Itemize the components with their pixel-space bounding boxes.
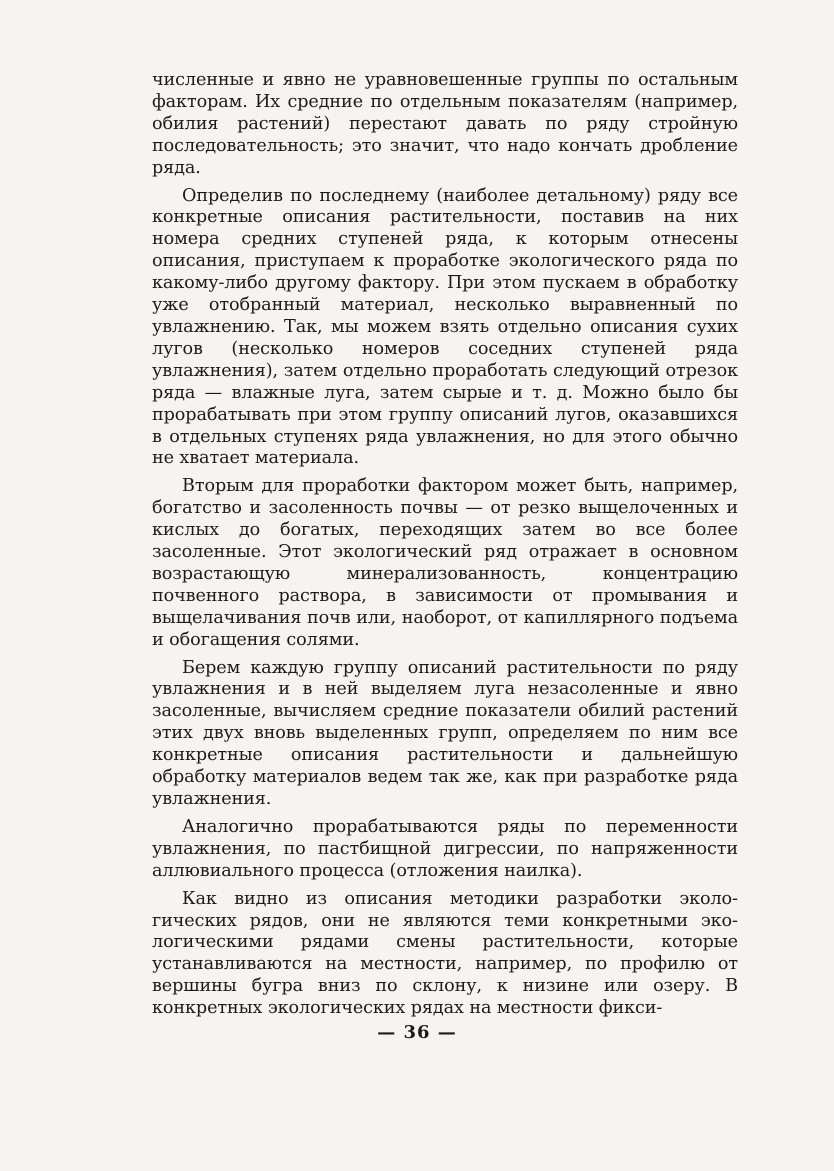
paragraph-analogous-rows: Аналогично прорабатываются ряды по переменности увлажнения, по пастбищной дигрессии, по напряженности аллювиального процесса (отложения наилка).	[152, 816, 738, 881]
paragraph-meadow-groups: Берем каждую группу описаний растительности по ряду увлажнения и в ней выделяем луга незасоленные и явно засоленные, вычисляем средние показатели обилий растений этих двух вновь выделенных групп, определяем по ним все конкретные описания растительности и дальнейшую обработку материалов ведем так же, как при разработке ряда увлажнения.	[152, 657, 738, 809]
body-text	[152, 70, 738, 1026]
paragraph-methodology: Как видно из описания методики разработки экологических рядов, они не являются теми конкретными экологическими рядами смены растительности, которые устанавливаются на местности, например, по профилю от вершины бугра вниз по склону, к низине или озеру. В конкретных экологических рядах на местности фикси-	[152, 888, 738, 1019]
paragraph-soil-salinity: Вторым для проработки фактором может быть, например, богатство и засоленность почвы — от резко выщелоченных и кислых до богатых, переходящих затем во все более засоленные. Этот экологический ряд отражает в основном возрастающую минерализованность, концентрацию почвенного раствора, в зависимости от промывания и выщелачивания почв или, наоборот, от капиллярного подъема и обогащения солями.	[152, 476, 738, 650]
paragraph-ecological-row-factor: Определив по последнему (наиболее детальному) ряду все конкретные описания растительности, поставив на них номера средних ступеней ряда, к которым отнесены описания, приступаем к проработке экологического ряда по какому-либо другому фактору. При этом пускаем в обработку уже отобранный материал, несколько выравненный по увлажнению. Так, мы можем взять отдельно описания сухих лугов (несколько номеров соседних ступеней ряда увлажнения), затем отдельно проработать следующий отрезок ряда — влажные луга, затем сырые и т. д. Можно было бы прорабатывать при этом группу описаний лугов, оказавшихся в отдельных ступенях ряда увлажнения, но для этого обычно не хватает материала.	[152, 185, 738, 469]
paragraph-continued: численные и явно не уравновешенные группы по остальным факторам. Их средние по отдельным показателям (например, обилия растений) перестают давать по ряду стройную последовательность; это значит, что надо кончать дробление ряда.	[152, 70, 738, 178]
page-number: — 36 —	[377, 1022, 457, 1043]
